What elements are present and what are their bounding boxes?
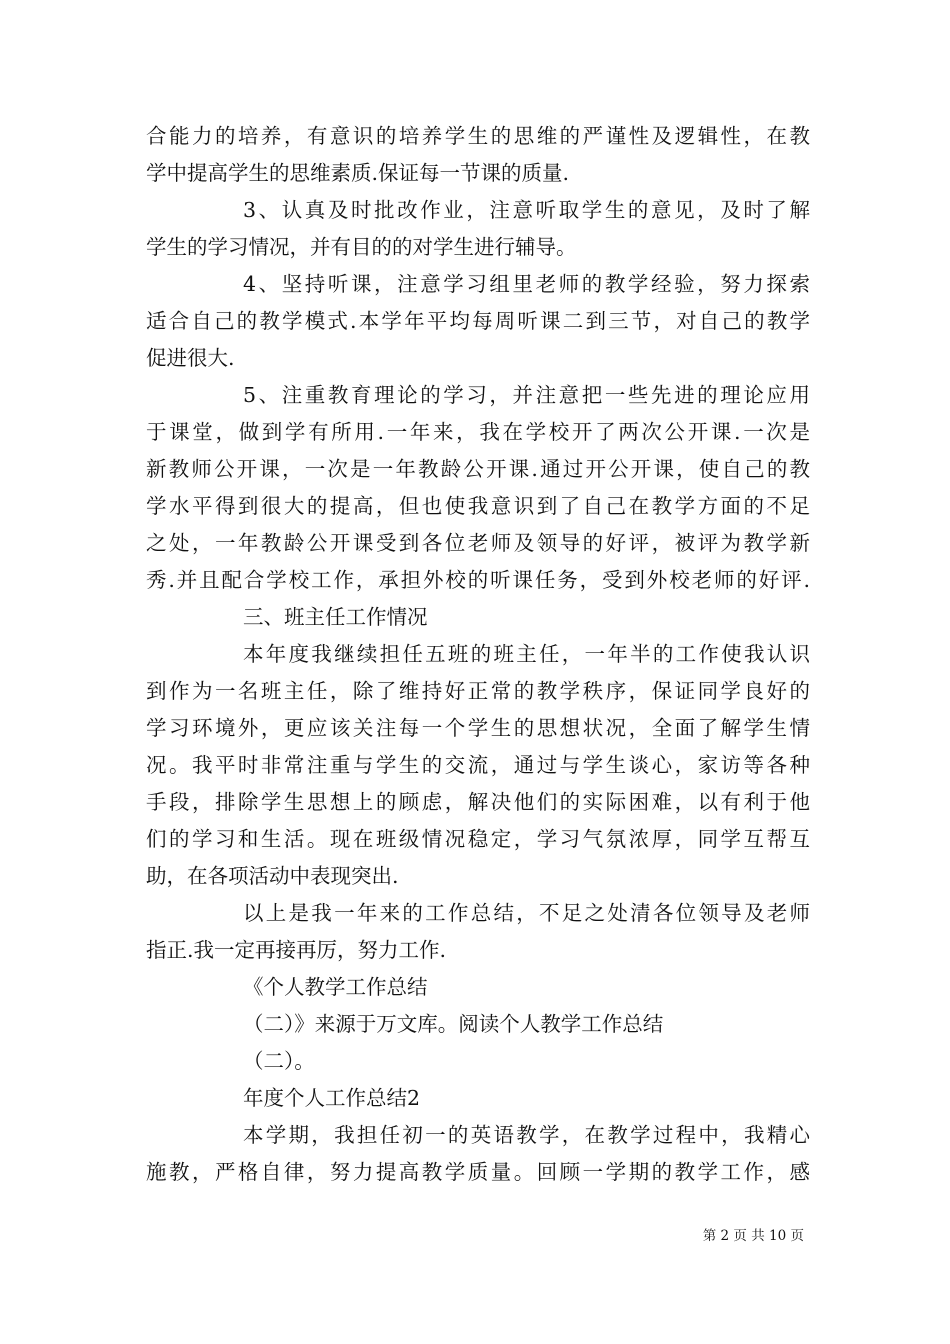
- text-line: 施教，严格自律，努力提高教学质量。回顾一学期的教学工作，感: [146, 1160, 810, 1184]
- text-line: 之处，一年教龄公开课受到各位老师及领导的好评，被评为教学新: [146, 531, 810, 555]
- text-line: 学水平得到很大的提高，但也使我意识到了自己在教学方面的不足: [146, 494, 810, 518]
- text-line: 助，在各项活动中表现突出.: [146, 864, 399, 888]
- document-body: [146, 118, 810, 1191]
- text-line: 到作为一名班主任，除了维持好正常的教学秩序，保证同学良好的: [146, 679, 810, 703]
- text-line: 指正.我一定再接再厉，努力工作.: [146, 938, 447, 962]
- text-line: 年度个人工作总结2: [243, 1086, 421, 1110]
- page-number: 第 2 页 共 10 页: [702, 1228, 804, 1244]
- text-line: 学中提高学生的思维素质.保证每一节课的质量.: [146, 161, 570, 185]
- text-line: 促进很大.: [146, 346, 235, 370]
- text-line: 《个人教学工作总结: [243, 975, 428, 999]
- text-line: 于课堂，做到学有所用.一年来，我在学校开了两次公开课.一次是: [146, 420, 810, 444]
- text-line: （二）。: [243, 1049, 315, 1073]
- text-line: 合能力的培养，有意识的培养学生的思维的严谨性及逻辑性，在教: [146, 124, 810, 148]
- text-line: 手段，排除学生思想上的顾虑，解决他们的实际困难，以有利于他: [146, 790, 810, 814]
- text-line: 本年度我继续担任五班的班主任，一年半的工作使我认识: [243, 642, 810, 666]
- text-line: 学习环境外，更应该关注每一个学生的思想状况，全面了解学生情: [146, 716, 810, 740]
- text-line: 以上是我一年来的工作总结，不足之处清各位领导及老师: [243, 901, 810, 925]
- text-line: 5、注重教育理论的学习，并注意把一些先进的理论应用: [243, 383, 810, 407]
- text-line: 们的学习和生活。现在班级情况稳定，学习气氛浓厚，同学互帮互: [146, 827, 810, 851]
- text-line: 学生的学习情况，并有目的的对学生进行辅导。: [146, 235, 577, 259]
- text-line: 秀.并且配合学校工作，承担外校的听课任务，受到外校老师的好评.: [146, 568, 810, 592]
- text-line: 三、班主任工作情况: [243, 605, 428, 629]
- text-line: 适合自己的教学模式.本学年平均每周听课二到三节，对自己的教学: [146, 309, 810, 333]
- text-line: 况。我平时非常注重与学生的交流，通过与学生谈心，家访等各种: [146, 753, 810, 777]
- text-line: 新教师公开课，一次是一年教龄公开课.通过开公开课，使自己的教: [146, 457, 810, 481]
- text-line: 本学期，我担任初一的英语教学，在教学过程中，我精心: [243, 1123, 810, 1147]
- text-line: （二）》来源于万文库。阅读个人教学工作总结: [243, 1012, 664, 1036]
- text-line: 3、认真及时批改作业，注意听取学生的意见，及时了解: [243, 198, 810, 222]
- text-line: 4、坚持听课，注意学习组里老师的教学经验，努力探索: [243, 272, 810, 296]
